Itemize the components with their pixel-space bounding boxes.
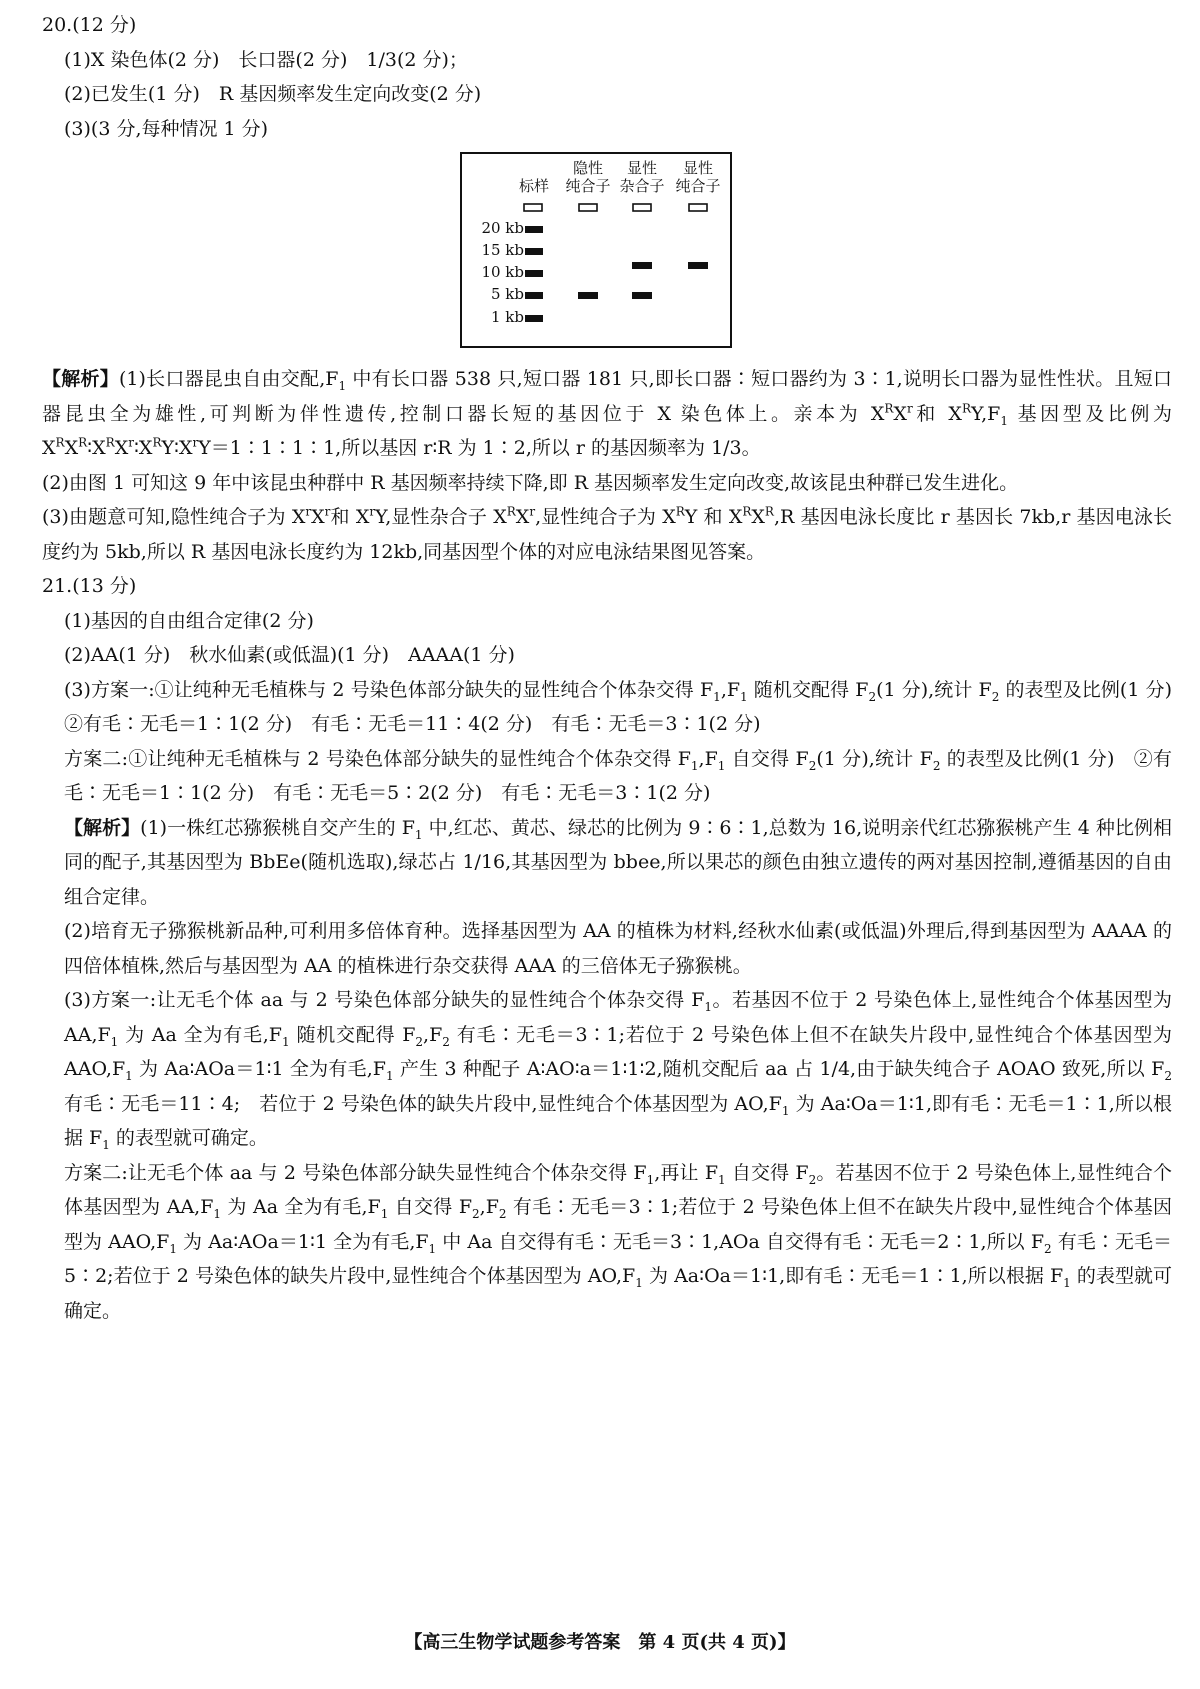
q20-answer-2: (2)已发生(1 分) R 基因频率发生定向改变(2 分) [64,83,482,105]
band-marker-5kb [525,292,543,299]
page-footer: 【高三生物学试题参考答案 第 4 页(共 4 页)】 [404,1632,796,1653]
band-homozygote-12kb [688,262,708,269]
marker-label-5kb: 5 kb [490,285,524,303]
well-recessive [579,204,597,211]
well-heterozygote [633,204,651,211]
q21-explanation-2: (2)培育无子猕猴桃新品种,可利用多倍体育种。选择基因型为 AA 的植株为材料,经秋水仙素(或低温)外理后,得到基因型为 AAAA 的四倍体植株,然后与基因型为 AA 的植株进行杂交获得 AAA 的三倍体无子猕猴桃。 [64,920,1172,977]
q21-answer-1: (1)基因的自由组合定律(2 分) [64,609,314,632]
q21-answer-3: (3)方案一:①让纯种无毛植株与 2 号染色体部分缺失的显性纯合个体杂交得 $F_1,F_1$ 随机交配得 $F_2(1$ 分),统计 $F_2$ 的表型及比例(1 分) ②有毛∶无毛＝1∶1(2 分) 有毛∶无毛＝11∶4(2 分) 有毛∶无毛＝3∶1(2 分) [64,678,1192,735]
marker-label-20kb: 20 kb [481,219,524,237]
band-heterozygote-5kb [632,292,652,299]
explanation-tag: 【解析】 [64,816,141,839]
q21-explanation-4: 方案二:让无毛个体 aa 与 2 号染色体部分缺失显性纯合个体杂交得 $F_1$,再让 $F_1$ 自交得 $F_2$。若基因不位于 2 号染色体上,显性纯合个体基因型为 $AA,F_1$ 为 Aa 全为有毛$,F_1$ 自交得 $F_2,F_2$ 有毛∶无毛＝3∶1;若位于 2 号染色体上但不在缺失片段中,显性纯合个体基因型为 $AAO,F_1$ 为 Aa∶AOa＝1∶1 全为有毛$,F_1$ 中 Aa 自交得有毛∶无毛＝3∶1,AOa 自交得有毛∶无毛＝2∶1,所以 $F_2$ 有毛∶无毛＝5∶2;若位于 2 号染色体的缺失片段中,显性纯合个体基因型为 $AO,F_1$ 为 Aa∶Oa＝1∶1,即有毛∶无毛＝1∶1,所以根据 $F_1$ 的表型就可确定。 [64,1161,1173,1322]
q20-explanation-3: (3)由题意可知,隐性纯合子为 $X^rX^r$和 $X^rY$,显性杂合子 $X^RX^r$,显性纯合子为 $X^RY$ 和 $X^RX^R,R$ 基因电泳长度比 r 基因长 7kb,r 基因电泳长度约为 5kb,所以 R 基因电泳长度约为 12kb,同基因型个体的对应电泳结果图见答案。 [42,504,1172,563]
col-label-homo-2: 纯合子 [675,177,721,195]
band-recessive-5kb [578,292,598,299]
q21-explanation-3: (3)方案一:让无毛个体 aa 与 2 号染色体部分缺失的显性纯合个体杂交得 $F_1$。若基因不位于 2 号染色体上,显性纯合个体基因型为 $AA,F_1$ 为 Aa 全为有毛$,F_1$ 随机交配得 $F_2,F_2$ 有毛∶无毛＝3∶1;若位于 2 号染色体上但不在缺失片段中,显性纯合个体基因型为 $AAO,F_1$ 为 Aa∶AOa＝1∶1 全为有毛$,F_1$ 产生 3 种配子 A∶AO∶a＝1∶1∶2,随机交配后 aa 占 1/4,由于缺失纯合子 AOAO 致死,所以 $F_2$ 有毛∶无毛＝11∶4; 若位于 2 号染色体的缺失片段中,显性纯合个体基因型为 $AO,F_1$ 为 Aa∶Oa＝1∶1,即有毛∶无毛＝1∶1,所以根据 $F_1$ 的表型就可确定。 [64,989,1173,1152]
band-marker-20kb [525,226,543,233]
marker-label-1kb: 1 kb [490,308,524,326]
electrophoresis-gel [460,152,732,348]
gel-figure-area [42,146,1172,362]
band-marker-15kb [525,248,543,255]
col-label-marker: 标样 [518,177,550,195]
col-label-het-1: 显性 [626,159,658,177]
q21-plan-2: 方案二:①让纯种无毛植株与 2 号染色体部分缺失的显性纯合个体杂交得 $F_1,F_1$ 自交得 $F_2(1$ 分),统计 $F_2$ 的表型及比例(1 分) ②有毛∶无毛＝1∶1(2 分) 有毛∶无毛＝5∶2(2 分) 有毛∶无毛＝3∶1(2 分) [64,747,1173,804]
q20-answer-3: (3)(3 分,每种情况 1 分) [64,117,269,140]
q21-explanation-1: 【解析】(1)一株红芯猕猴桃自交产生的 $F_1$ 中,红芯、黄芯、绿芯的比例为 9∶6∶1,总数为 16,说明亲代红芯猕猴桃产生 4 种比例相同的配子,其基因型为 BbEe(随机选取),绿芯占 1/16,其基因型为 bbee,所以果芯的颜色由独立遗传的两对基因控制,遵循基因的自由组合定律。 [64,816,1172,908]
band-heterozygote-12kb [632,262,652,269]
q20-answer-1: (1)X 染色体(2 分) 长口器(2 分) 1/3(2 分)； [64,48,468,71]
col-label-het-2: 杂合子 [619,177,665,195]
gel-svg [462,154,730,346]
band-marker-10kb [525,270,543,277]
explanation-tag: 【解析】 [42,368,119,390]
answer-page [42,8,1192,1328]
well-marker [524,204,542,211]
band-marker-1kb [525,315,543,322]
well-homozygote [689,204,707,211]
col-label-recessive-1: 隐性 [572,159,604,177]
q20-heading: 20.(12 分) [42,14,137,36]
col-label-homo-1: 显性 [682,159,714,177]
q21-answer-2: (2)AA(1 分) 秋水仙素(或低温)(1 分) AAAA(1 分) [64,644,515,666]
q20-explanation-2: (2)由图 1 可知这 9 年中该昆虫种群中 R 基因频率持续下降,即 R 基因频率发生定向改变,故该昆虫种群已发生进化。 [42,471,1019,494]
q20-explanation-1: 【解析】(1)长口器昆虫自由交配$,F_1$ 中有长口器 538 只,短口器 181 只,即长口器∶短口器约为 3∶1,说明长口器为显性性状。且短口器昆虫全为雄性,可判断为伴性遗传,控制口器长短的基因位于 X 染色体上。亲本为 $X^RX^r$和 $X^RY,F_1$ 基因型及比例为 $X^RX^R∶X^RX^r∶X^RY∶X^rY=1∶1∶1∶1$,所以基因 r∶R 为 1∶2,所以 r 的基因频率为 1/3。 [42,368,1172,459]
col-label-recessive-2: 纯合子 [565,177,611,195]
q21-heading: 21.(13 分) [42,575,137,597]
marker-label-15kb: 15 kb [481,241,524,259]
marker-label-10kb: 10 kb [481,263,524,281]
